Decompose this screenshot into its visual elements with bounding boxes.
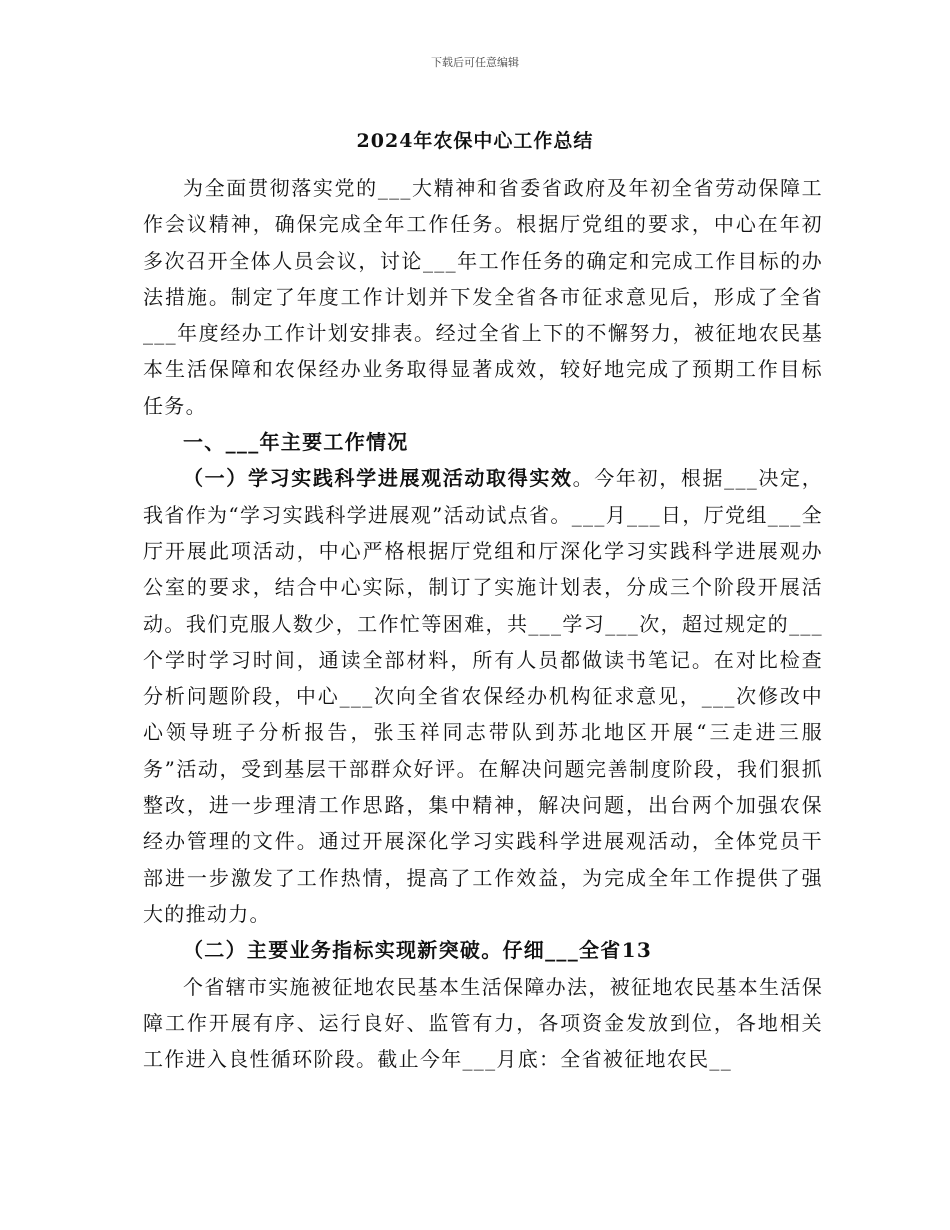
- document-body: [143, 170, 823, 1077]
- subsection-2-paragraph: 个省辖市实施被征地农民基本生活保障办法，被征地农民基本生活保障工作开展有序、运行良好、监管有力，各项资金发放到位，各地相关工作进入良性循环阶段。截止今年___月底：全省被征地农民__: [143, 974, 823, 1072]
- intro-paragraph: 为全面贯彻落实党的___大精神和省委省政府及年初全省劳动保障工作会议精神，确保完成全年工作任务。根据厅党组的要求，中心在年初多次召开全体人员会议，讨论___年工作任务的确定和完成工作目标的办法措施。制定了年度工作计划并下发全省各市征求意见后，形成了全省___年度经办工作计划安排表。经过全省上下的不懈努力，被征地农民基本生活保障和农保经办业务取得显著成效，较好地完成了预期工作目标任务。: [143, 176, 823, 418]
- subsection-1-lead: （一）学习实践科学进展观活动取得实效: [183, 466, 573, 491]
- subsection-1-text: 。今年初，根据___决定，我省作为“学习实践科学进展观”活动试点省。___月___日，厅党组___全厅开展此项活动，中心严格根据厅党组和厅深化学习实践科学进展观办公室的要求，结合中心实际，制订了实施计划表，分成三个阶段开展活动。我们克服人数少，工作忙等困难，共___学习___次，超过规定的___个学时学习时间，通读全部材料，所有人员都做读书笔记。在对比检查分析问题阶段，中心___次向全省农保经办机构征求意见，___次修改中心领导班子分析报告，张玉祥同志带队到苏北地区开展“三走进三服务”活动，受到基层干部群众好评。在解决问题完善制度阶段，我们狠抓整改，进一步理清工作思路，集中精神，解决问题，出台两个加强农保经办管理的文件。通过开展深化学习实践科学进展观活动，全体党员干部进一步激发了工作热情，提高了工作效益，为完成全年工作提供了强大的推动力。: [143, 466, 824, 926]
- document-title: 2024年农保中心工作总结: [356, 130, 594, 152]
- page-header: 下载后可任意编辑: [431, 56, 519, 69]
- section-heading: 一、___年主要工作情况: [183, 430, 409, 455]
- subsection-1-paragraph: [143, 460, 823, 932]
- subsection-2-heading: （二）主要业务指标实现新突破。仔细___全省13: [183, 938, 653, 963]
